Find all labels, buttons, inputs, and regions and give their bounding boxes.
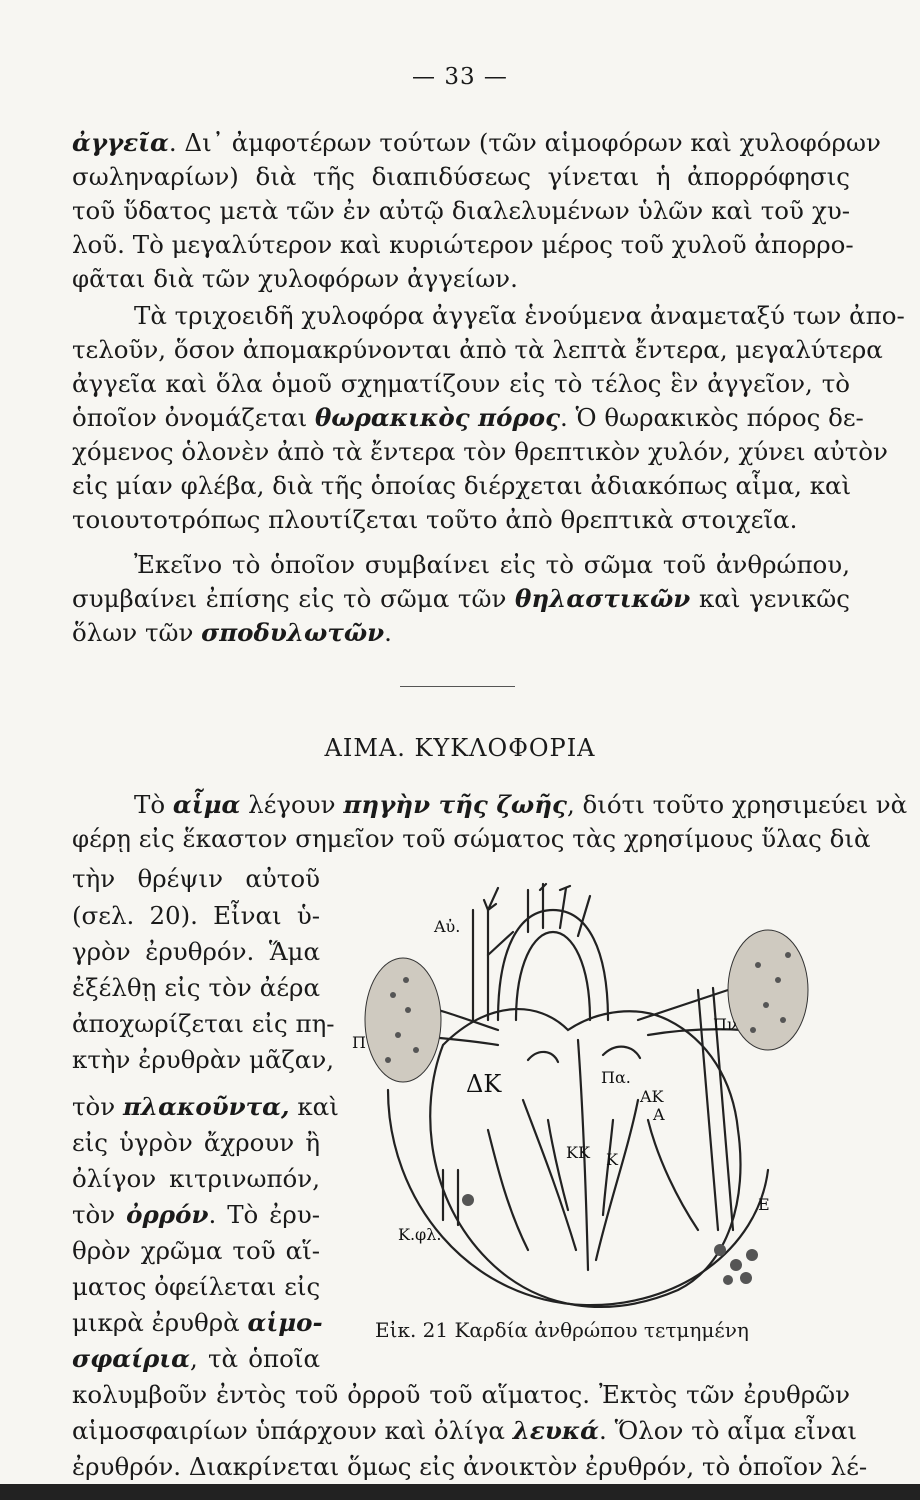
emphasis-term: αἱμο-: [247, 1308, 323, 1337]
text-line: ἐρυθρόν. Διακρίνεται ὅμως εἰς ἀνοικτὸν ἐρυθρόν, τὸ ὁποῖον λέ-: [72, 1452, 868, 1481]
text-fragment: λέγουν: [240, 790, 344, 819]
text-fragment: συμβαίνει ἐπίσης εἰς τὸ σῶμα τῶν: [72, 584, 516, 613]
label-left-atrium: ΑΚ: [640, 1087, 664, 1106]
label-ventricle-right: ΚΚ: [566, 1143, 590, 1162]
text-line: κολυμβοῦν ἐντὸς τοῦ ὀρροῦ τοῦ αἵματος. Ἐκτὸς τῶν ἐρυθρῶν: [72, 1380, 850, 1409]
text-fragment: , διότι τοῦτο χρησιμεύει νὰ: [566, 790, 908, 819]
page-number: — 33 —: [412, 64, 508, 90]
label-lung-left: Π: [352, 1033, 366, 1052]
text-fragment: ὅλων τῶν: [72, 618, 202, 647]
emphasis-term: ἀγγεῖα: [72, 128, 169, 157]
text-fragment: καὶ: [289, 1092, 339, 1121]
label-pulmonary-artery: Πα.: [601, 1068, 631, 1087]
emphasis-term: ὀρρόν: [126, 1200, 209, 1229]
text-fragment: ὁποῖον ὀνομάζεται: [72, 403, 315, 432]
aorta-vessel: [498, 910, 608, 1020]
label-vena-cava: Κ.φλ.: [398, 1225, 442, 1244]
text-line: ματος ὀφείλεται εἰς: [72, 1272, 321, 1301]
text-line: ἀγγεῖα καὶ ὅλα ὁμοῦ σχηματίζουν εἰς τὸ τέλος ἓν ἀγγεῖον, τὸ: [72, 369, 850, 398]
heart-illustration: [348, 870, 818, 1330]
label-blood-cells: Ε: [758, 1195, 770, 1214]
text-line: ὀλίγον κιτρινωπόν,: [72, 1164, 320, 1193]
section-divider: [400, 686, 515, 687]
text-line: Τὰ τριχοειδῆ χυλοφόρα ἀγγεῖα ἑνούμενα ἀναμεταξύ των ἀπο-: [134, 301, 905, 330]
vena-cava-vessel: [473, 910, 488, 1020]
label-right-atrium: ΔΚ: [466, 1070, 502, 1098]
text-fragment: . Ὁ θωρακικὸς πόρος δε-: [559, 403, 864, 432]
text-fragment: καὶ γενικῶς: [690, 584, 850, 613]
text-line: τελοῦν, ὅσον ἀπομακρύνονται ἀπὸ τὰ λεπτὰ ἔντερα, μεγαλύτερα: [72, 335, 883, 364]
text-line: [72, 582, 850, 616]
text-fragment: . Ὅλον τὸ αἷμα εἶναι: [599, 1416, 858, 1445]
emphasis-term: αἷμα: [172, 790, 241, 819]
label-valves: Α: [653, 1105, 665, 1124]
text-line: λοῦ. Τὸ μεγαλύτερον καὶ κυριώτερον μέρος τοῦ χυλοῦ ἀπορρο-: [72, 230, 854, 259]
text-fragment: Τὸ: [134, 790, 173, 819]
text-line: σωληναρίων) διὰ τῆς διαπιδύσεως γίνεται ἡ ἀπορρόφησις: [72, 162, 850, 191]
text-fragment: μικρὰ ἐρυθρὰ: [72, 1308, 248, 1337]
text-line: [72, 401, 864, 435]
section-heading: ΑΙΜΑ. ΚΥΚΛΟΦΟΡΙΑ: [324, 734, 596, 762]
text-line: [72, 126, 881, 160]
text-fragment: , τὰ ὁποῖα: [189, 1344, 320, 1373]
text-line: κτὴν ἐρυθρὰν μᾶζαν,: [72, 1045, 335, 1074]
lung-right-shape: [728, 930, 808, 1050]
emphasis-term: θηλαστικῶν: [515, 584, 691, 613]
label-ventricle-left: Κ: [606, 1150, 618, 1169]
text-line: τὴν θρέψιν αὐτοῦ: [72, 864, 320, 893]
text-line: [72, 616, 850, 650]
text-line: [72, 1090, 339, 1124]
emphasis-term: θωρακικὸς πόρος: [314, 403, 560, 432]
text-line: Ἐκεῖνο τὸ ὁποῖον συμβαίνει εἰς τὸ σῶμα τοῦ ἀνθρώπου,: [134, 550, 850, 579]
text-line: (σελ. 20). Εἶναι ὑ-: [72, 901, 320, 930]
text-fragment: . Τὸ ἐρυ-: [208, 1200, 320, 1229]
label-aorta: Αὐ.: [434, 917, 461, 936]
text-line: τοιουτοτρόπως πλουτίζεται τοῦτο ἀπὸ θρεπτικὰ στοιχεῖα.: [72, 505, 798, 534]
text-line: γρὸν ἐρυθρόν. Ἅμα: [72, 937, 320, 966]
text-line: εἰς μίαν φλέβα, διὰ τῆς ὁποίας διέρχεται ἀδιακόπως αἷμα, καὶ: [72, 471, 852, 500]
text-line: [72, 1306, 323, 1340]
text-line: [72, 1342, 320, 1376]
cropped-next-line: [0, 1484, 920, 1500]
label-lung-right: Πν: [713, 1015, 737, 1034]
text-line: φέρῃ εἰς ἕκαστον σημεῖον τοῦ σώματος τὰς χρησίμους ὕλας διὰ: [72, 824, 871, 853]
text-line: [72, 1198, 320, 1232]
lung-left-shape: [365, 958, 441, 1082]
text-line: ἐξέλθῃ εἰς τὸν ἀέρα: [72, 973, 320, 1002]
emphasis-term: λευκά: [512, 1416, 600, 1445]
emphasis-term: πηγὴν τῆς ζωῆς: [343, 790, 567, 819]
emphasis-term: σφαίρια: [72, 1344, 190, 1373]
figure-caption: Εἰκ. 21 Καρδία ἀνθρώπου τετμημένη: [375, 1318, 749, 1342]
emphasis-term: πλακοῦντα,: [123, 1092, 290, 1121]
text-line: [134, 788, 908, 822]
text-fragment: .: [384, 618, 392, 647]
text-line: χόμενος ὁλονὲν ἀπὸ τὰ ἔντερα τὸν θρεπτικὸν χυλόν, χύνει αὐτὸν: [72, 437, 888, 466]
text-line: εἰς ὑγρὸν ἄχρουν ἢ: [72, 1128, 320, 1157]
text-line: [72, 1414, 858, 1448]
text-line: τοῦ ὕδατος μετὰ τῶν ἐν αὐτῷ διαλελυμένων ὑλῶν καὶ τοῦ χυ-: [72, 196, 850, 225]
text-line: θρὸν χρῶμα τοῦ αἵ-: [72, 1236, 320, 1265]
text-fragment: τὸν: [72, 1200, 127, 1229]
text-fragment: . Δι᾿ ἀμφοτέρων τούτων (τῶν αἱμοφόρων καὶ χυλοφόρων: [168, 128, 881, 157]
emphasis-term: σποδυλωτῶν: [201, 618, 385, 647]
text-line: φᾶται διὰ τῶν χυλοφόρων ἀγγείων.: [72, 264, 518, 293]
text-line: ἀποχωρίζεται εἰς πη-: [72, 1009, 335, 1038]
text-fragment: τὸν: [72, 1092, 123, 1121]
text-fragment: αἱμοσφαιρίων ὑπάρχουν καὶ ὀλίγα: [72, 1416, 513, 1445]
